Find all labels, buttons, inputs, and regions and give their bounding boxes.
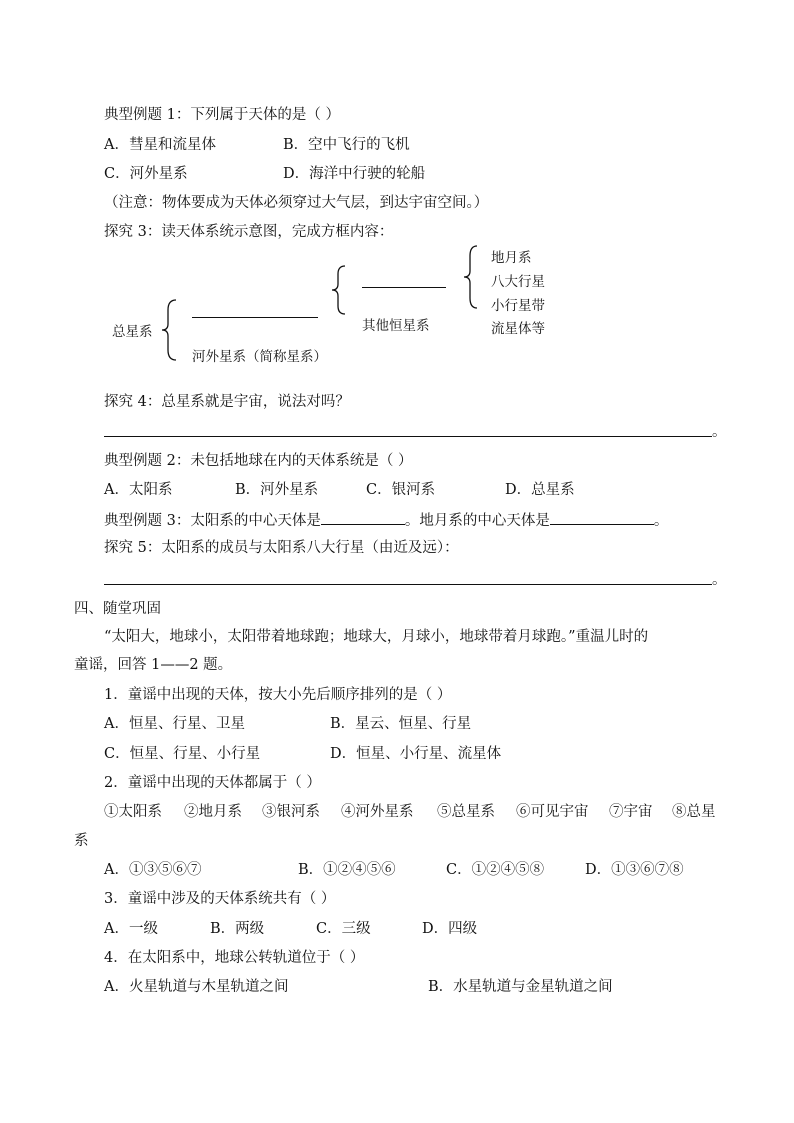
- example1-stem: 典型例题 1：下列属于天体的是（ ）: [104, 107, 340, 123]
- q2-item-8-wrap: 系: [74, 833, 89, 849]
- diagram-leaf-earth-moon: 地月系: [491, 250, 532, 266]
- diagram-other-galaxies: 河外星系（简称星系）: [192, 349, 327, 365]
- explore5-stem: 探究 5：太阳系的成员与太阳系八大行星（由近及远）：: [104, 540, 459, 556]
- q2-item-1: ①太阳系: [104, 804, 162, 820]
- q1-stem: 1．童谣中出现的天体，按大小先后顺序排列的是（ ）: [104, 687, 452, 703]
- q2-stem: 2．童谣中出现的天体都属于（ ）: [104, 775, 321, 791]
- q2-option-a: A．①③⑤⑥⑦: [104, 862, 202, 878]
- galaxy-blank-line[interactable]: [192, 317, 318, 318]
- explore4-stem: 探究 4：总星系就是宇宙，说法对吗？: [104, 394, 350, 410]
- q2-option-b: B．①②④⑤⑥: [298, 862, 396, 878]
- diagram-other-star-systems: 其他恒星系: [362, 318, 430, 334]
- example1-option-c: C．河外星系: [104, 166, 188, 182]
- example3-part2: 。地月系的中心天体是: [404, 513, 550, 529]
- q4-stem: 4．在太阳系中，地球公转轨道位于（ ）: [104, 950, 365, 966]
- q4-option-a: A．火星轨道与木星轨道之间: [104, 979, 289, 995]
- q2-item-2: ②地月系: [184, 804, 242, 820]
- explore4-answer-line[interactable]: [104, 436, 712, 437]
- q2-option-c: C．①②④⑤⑧: [446, 862, 545, 878]
- earth-moon-center-blank[interactable]: [550, 509, 654, 525]
- star-system-blank-line[interactable]: [362, 287, 446, 288]
- sun-center-blank[interactable]: [321, 509, 405, 525]
- example2-option-a: A．太阳系: [104, 482, 173, 498]
- q3-option-c: C．三级: [316, 921, 371, 937]
- galaxy-brace-icon: [330, 264, 348, 316]
- example3-question: [104, 509, 668, 531]
- explore3-stem: 探究 3：读天体系统示意图，完成方框内容：: [104, 224, 394, 240]
- diagram-leaf-meteoroids: 流星体等: [491, 321, 545, 337]
- q1-option-c: C．恒星、行星、小行星: [104, 746, 261, 762]
- explore5-period: 。: [712, 572, 727, 588]
- section4-intro-line1: “太阳大，地球小，太阳带着地球跑；地球大，月球小，地球带着月球跑。”重温儿时的: [104, 629, 649, 645]
- q4-option-b: B．水星轨道与金星轨道之间: [428, 979, 613, 995]
- q2-item-5: ⑤总星系: [437, 804, 495, 820]
- root-brace-icon: [160, 298, 180, 362]
- diagram-root-label: 总星系: [112, 324, 153, 340]
- q1-option-b: B．星云、恒星、行星: [330, 716, 472, 732]
- solar-brace-icon: [462, 244, 480, 310]
- q3-option-a: A．一级: [104, 921, 158, 937]
- q2-item-6: ⑥可见宇宙: [516, 804, 589, 820]
- section4-title: 四、随堂巩固: [74, 601, 161, 617]
- section4-intro-line2: 童谣，回答 1——2 题。: [74, 657, 233, 673]
- example1-note: （注意：物体要成为天体必须穿过大气层，到达宇宙空间。）: [104, 195, 489, 211]
- diagram-leaf-planets: 八大行星: [491, 274, 545, 290]
- explore5-answer-line[interactable]: [104, 584, 712, 585]
- example2-option-b: B．河外星系: [235, 482, 319, 498]
- q1-option-a: A．恒星、行星、卫星: [104, 716, 245, 732]
- q1-option-d: D．恒星、小行星、流星体: [330, 746, 502, 762]
- q2-item-7: ⑦宇宙: [609, 804, 653, 820]
- example1-option-a: A．彗星和流星体: [104, 137, 216, 153]
- q3-option-b: B．两级: [210, 921, 265, 937]
- example2-stem: 典型例题 2：未包括地球在内的天体系统是（ ）: [104, 453, 413, 469]
- q2-item-3: ③银河系: [262, 804, 320, 820]
- example2-option-c: C．银河系: [366, 482, 436, 498]
- q2-item-8: ⑧总星: [672, 804, 716, 820]
- example3-period: 。: [653, 513, 669, 529]
- q3-option-d: D．四级: [422, 921, 478, 937]
- q2-option-d: D．①③⑥⑦⑧: [585, 862, 684, 878]
- example1-option-d: D．海洋中行驶的轮船: [283, 166, 426, 182]
- example1-option-b: B．空中飞行的飞机: [283, 137, 410, 153]
- explore4-period: 。: [712, 424, 727, 440]
- q2-item-4: ④河外星系: [341, 804, 414, 820]
- example3-part1: 典型例题 3：太阳系的中心天体是: [104, 513, 321, 529]
- diagram-leaf-asteroid-belt: 小行星带: [491, 298, 545, 314]
- q3-stem: 3．童谣中涉及的天体系统共有（ ）: [104, 891, 336, 907]
- example2-option-d: D．总星系: [505, 482, 575, 498]
